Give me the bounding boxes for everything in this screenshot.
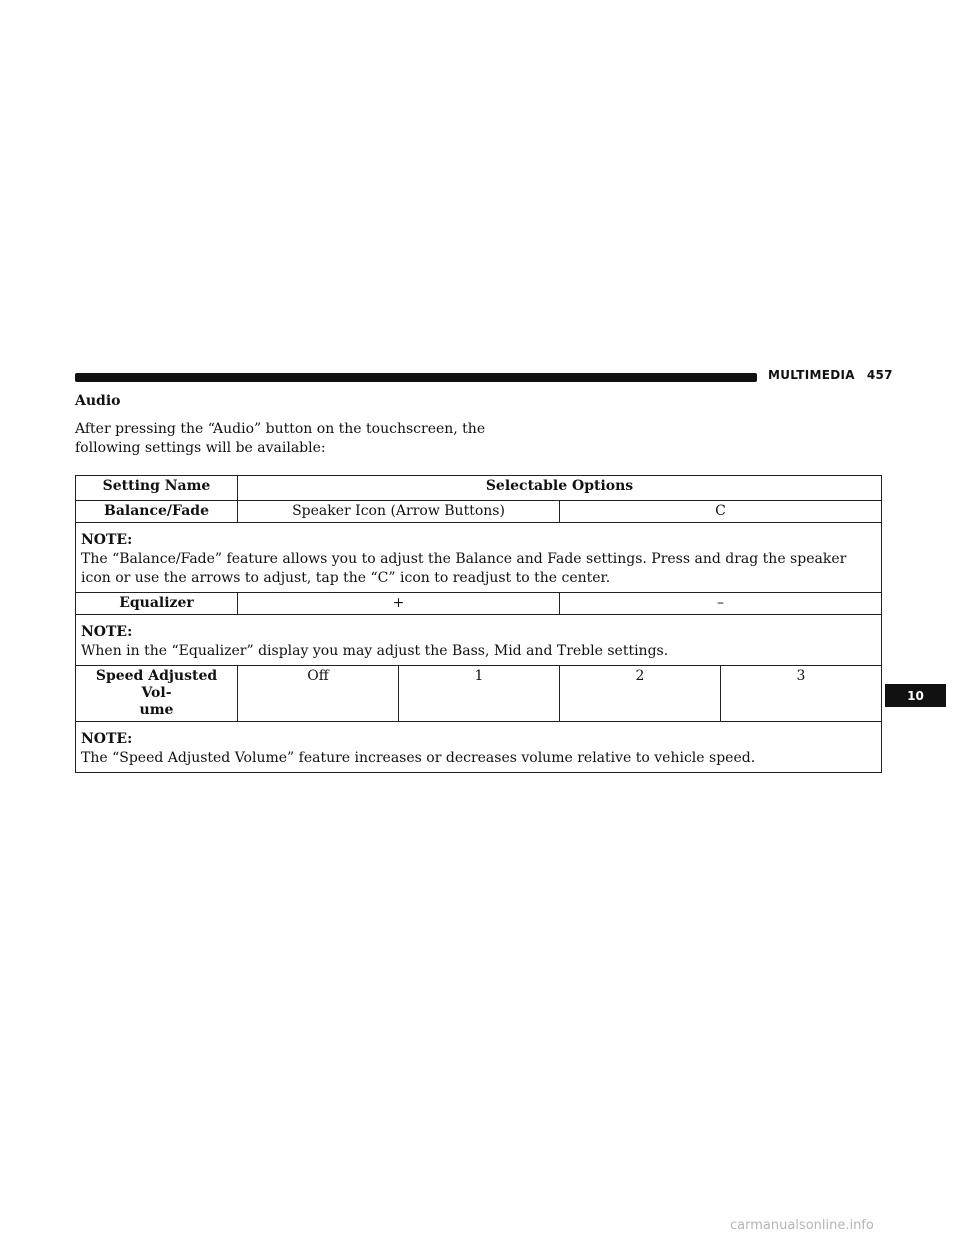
note-equalizer [76,615,882,666]
option-1: 1 [399,666,560,722]
setting-name-equalizer: Equalizer [76,593,238,615]
section-name: MULTIMEDIA [768,368,855,382]
note-speed-adjusted-volume [76,722,882,773]
chapter-tab: 10 [885,684,946,707]
audio-settings-table [75,475,882,773]
option-speaker-icon: Speaker Icon (Arrow Buttons) [238,501,560,523]
option-c: C [560,501,882,523]
table-row-balance-note [76,523,882,593]
table-row-balance-fade [76,501,882,523]
page-number: 457 [866,368,893,382]
note-balance-fade [76,523,882,593]
note-text: When in the “Equalizer” display you may adjust the Bass, Mid and Treble settings. [81,643,669,659]
option-3: 3 [721,666,882,722]
setting-name-line: Speed Adjusted Vol- [95,668,218,701]
setting-name-balance-fade: Balance/Fade [76,501,238,523]
option-minus: – [560,593,882,615]
note-text: The “Speed Adjusted Volume” feature increases or decreases volume relative to vehicle speed. [81,750,756,766]
watermark: carmanualsonline.info [730,1218,874,1233]
header-rule [75,373,757,382]
setting-name-line: ume [139,702,174,718]
option-plus: + [238,593,560,615]
note-label: NOTE: [81,624,133,640]
running-header [768,368,893,382]
note-label: NOTE: [81,532,133,548]
column-header-selectable-options: Selectable Options [238,476,882,501]
table-row-speed-note [76,722,882,773]
note-text: The “Balance/Fade” feature allows you to adjust the Balance and Fade settings. Press and drag the speaker icon or use the arrows to adjust, tap the “C” icon to readjust to the center. [81,551,847,586]
table-row-equalizer-note [76,615,882,666]
option-2: 2 [560,666,721,722]
table-row-equalizer [76,593,882,615]
intro-paragraph: After pressing the “Audio” button on the touchscreen, the following settings will be available: [75,421,486,456]
table-header-row [76,476,882,501]
option-off: Off [238,666,399,722]
note-label: NOTE: [81,731,133,747]
setting-name-speed-adjusted-volume [76,666,238,722]
section-title: Audio [75,393,121,409]
column-header-setting-name: Setting Name [76,476,238,501]
table-row-speed-adjusted-volume [76,666,882,722]
